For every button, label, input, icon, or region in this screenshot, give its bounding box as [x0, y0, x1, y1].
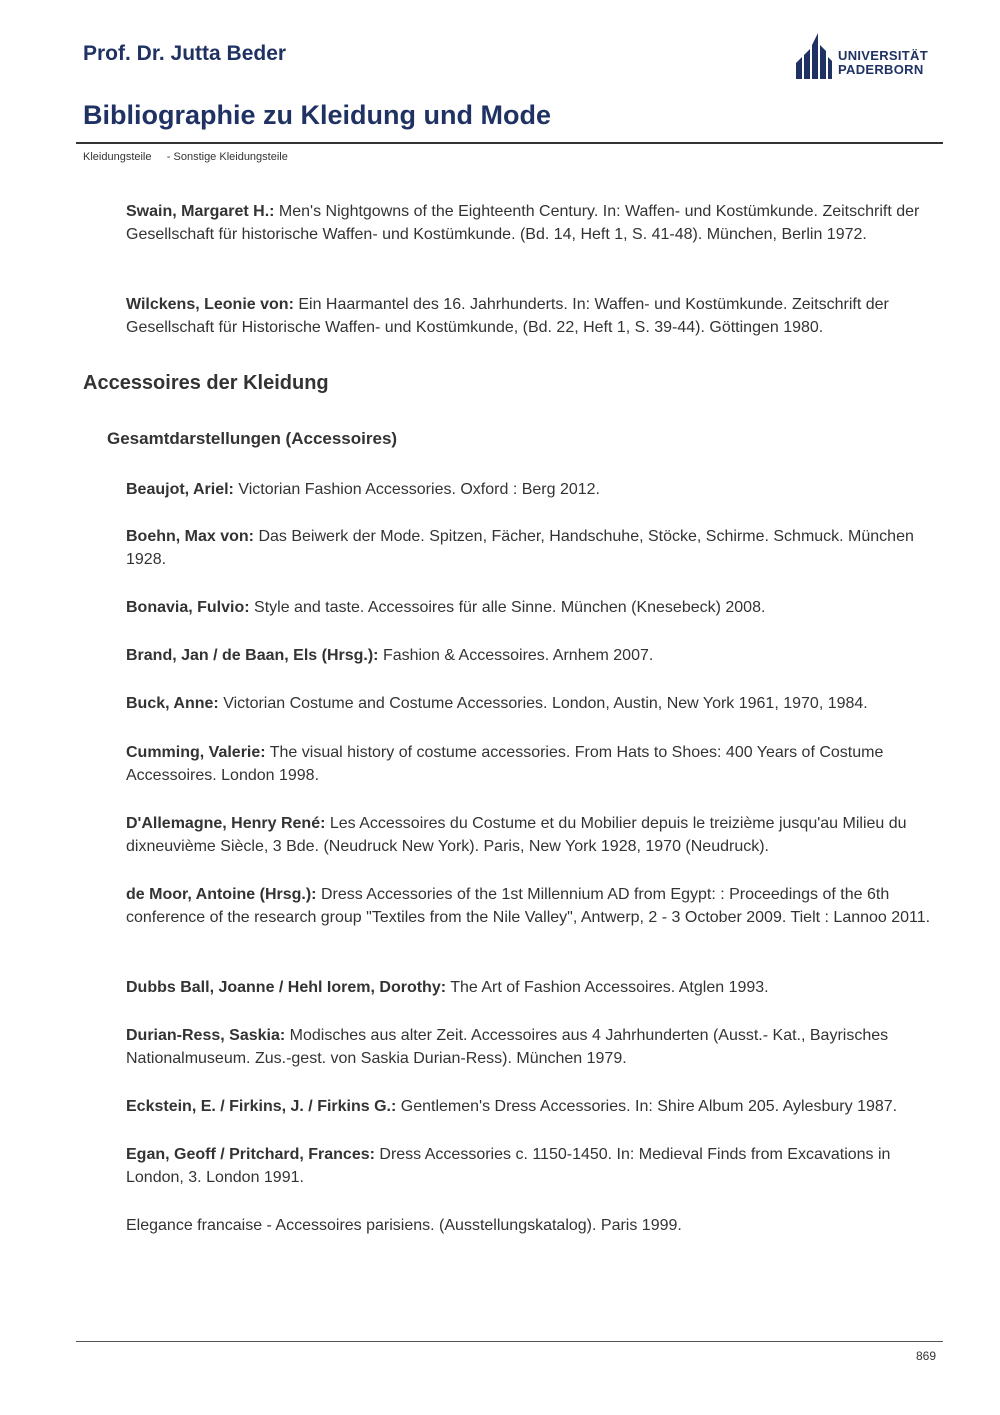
bibliography-entry [126, 813, 936, 858]
entry-author: Durian-Ress, Saskia: [126, 1027, 286, 1044]
entry-author: Brand, Jan / de Baan, Els (Hrsg.): [126, 647, 379, 664]
entry-text: Das Beiwerk der Mode. Spitzen, Fächer, Handschuhe, Stöcke, Schirme. Schmuck. München 1928. [126, 528, 914, 568]
entry-text: Victorian Fashion Accessories. Oxford : Berg 2012. [233, 481, 600, 498]
entry-author: Eckstein, E. / Firkins, J. / Firkins G.: [126, 1098, 397, 1115]
author-name: Prof. Dr. Jutta Beder [83, 42, 287, 65]
entry-text: Style and taste. Accessoires für alle Sinne. München (Knesebeck) 2008. [249, 599, 766, 616]
entry-author: Dubbs Ball, Joanne / Hehl Iorem, Dorothy: [126, 979, 447, 996]
bibliography-entry [126, 742, 936, 787]
bibliography-entry [126, 479, 936, 502]
entry-author: Bonavia, Fulvio: [126, 599, 250, 616]
entry-text: Modisches aus alter Zeit. Accessoires aus 4 Jahrhunderten (Ausst.- Kat., Bayrisches Nationalmuseum. Zus.-gest. von Saskia Durian-Ress). München 1979. [126, 1027, 889, 1067]
entry-text: Dress Accessories of the 1st Millennium AD from Egypt: : Proceedings of the 6th conference of the research group "Textiles from the Nile Valley", Antwerp, 2 - 3 October 2009. Tielt : Lannoo 2011. [126, 886, 931, 926]
entry-text: The visual history of costume accessories. From Hats to Shoes: 400 Years of Costume Accessoires. London 1998. [126, 744, 884, 784]
bibliography-entry-swain [126, 201, 936, 246]
university-logo-text [838, 49, 928, 77]
bibliography-entry [126, 693, 936, 716]
entry-author: de Moor, Antoine (Hrsg.): [126, 886, 317, 903]
header-rule [76, 142, 943, 144]
bibliography-entry [126, 526, 936, 571]
entry-text: Victorian Costume and Costume Accessories. London, Austin, New York 1961, 1970, 1984. [218, 695, 868, 712]
university-logo [794, 31, 934, 81]
entry-author: Cumming, Valerie: [126, 744, 266, 761]
entry-text: Elegance francaise - Accessoires parisiens. (Ausstellungskatalog). Paris 1999. [126, 1217, 682, 1234]
breadcrumb: Kleidungsteile - Sonstige Kleidungsteile [83, 151, 288, 163]
entry-text: The Art of Fashion Accessoires. Atglen 1993. [446, 979, 769, 996]
entry-text: Fashion & Accessoires. Arnhem 2007. [378, 647, 654, 664]
bibliography-entry [126, 1144, 936, 1189]
bibliography-entry [126, 977, 936, 1000]
entry-text: Les Accessoires du Costume et du Mobilier depuis le treizième jusqu'au Milieu du dixneuvième Siècle, 3 Bde. (Neudruck New York). Paris, New York 1928, 1970 (Neudruck). [126, 815, 907, 855]
document-title: Bibliographie zu Kleidung und Mode [83, 100, 551, 130]
subsection-heading: Gesamtdarstellungen (Accessoires) [107, 429, 398, 448]
entry-text: Gentlemen's Dress Accessories. In: Shire Album 205. Aylesbury 1987. [396, 1098, 898, 1115]
bibliography-entry [126, 1215, 936, 1238]
bibliography-entry [126, 597, 936, 620]
entry-author: Egan, Geoff / Pritchard, Frances: [126, 1146, 375, 1163]
entry-text: Men's Nightgowns of the Eighteenth Century. In: Waffen- und Kostümkunde. Zeitschrift der Gesellschaft für historische Waffen- und Kostümkunde. (Bd. 14, Heft 1, S. 41-48). München, Berlin 1972. [126, 203, 920, 243]
entry-author: Wilckens, Leonie von: [126, 296, 294, 313]
footer-rule [76, 1341, 943, 1342]
entry-author: Boehn, Max von: [126, 528, 255, 545]
entry-text: Ein Haarmantel des 16. Jahrhunderts. In: Waffen- und Kostümkunde. Zeitschrift der Gesellschaft für Historische Waffen- und Kostümkunde, (Bd. 22, Heft 1, S. 39-44). Göttingen 1980. [126, 296, 889, 336]
bibliography-entry [126, 1096, 936, 1119]
bibliography-entry [126, 884, 936, 929]
entry-text: Dress Accessories c. 1150-1450. In: Medieval Finds from Excavations in London, 3. London 1991. [126, 1146, 891, 1186]
entry-author: Swain, Margaret H.: [126, 203, 275, 220]
section-heading: Accessoires der Kleidung [83, 372, 329, 394]
entry-author: Buck, Anne: [126, 695, 219, 712]
bibliography-entry-wilckens [126, 294, 936, 339]
page-number: 869 [915, 1349, 936, 1363]
bibliography-entry [126, 1025, 936, 1070]
bibliography-entry [126, 645, 936, 668]
university-logo-icon [794, 31, 834, 81]
entry-author: Beaujot, Ariel: [126, 481, 234, 498]
entry-author: D'Allemagne, Henry René: [126, 815, 326, 832]
logo-line-2: PADERBORN [838, 62, 924, 77]
logo-line-1: UNIVERSITÄT [838, 48, 928, 63]
